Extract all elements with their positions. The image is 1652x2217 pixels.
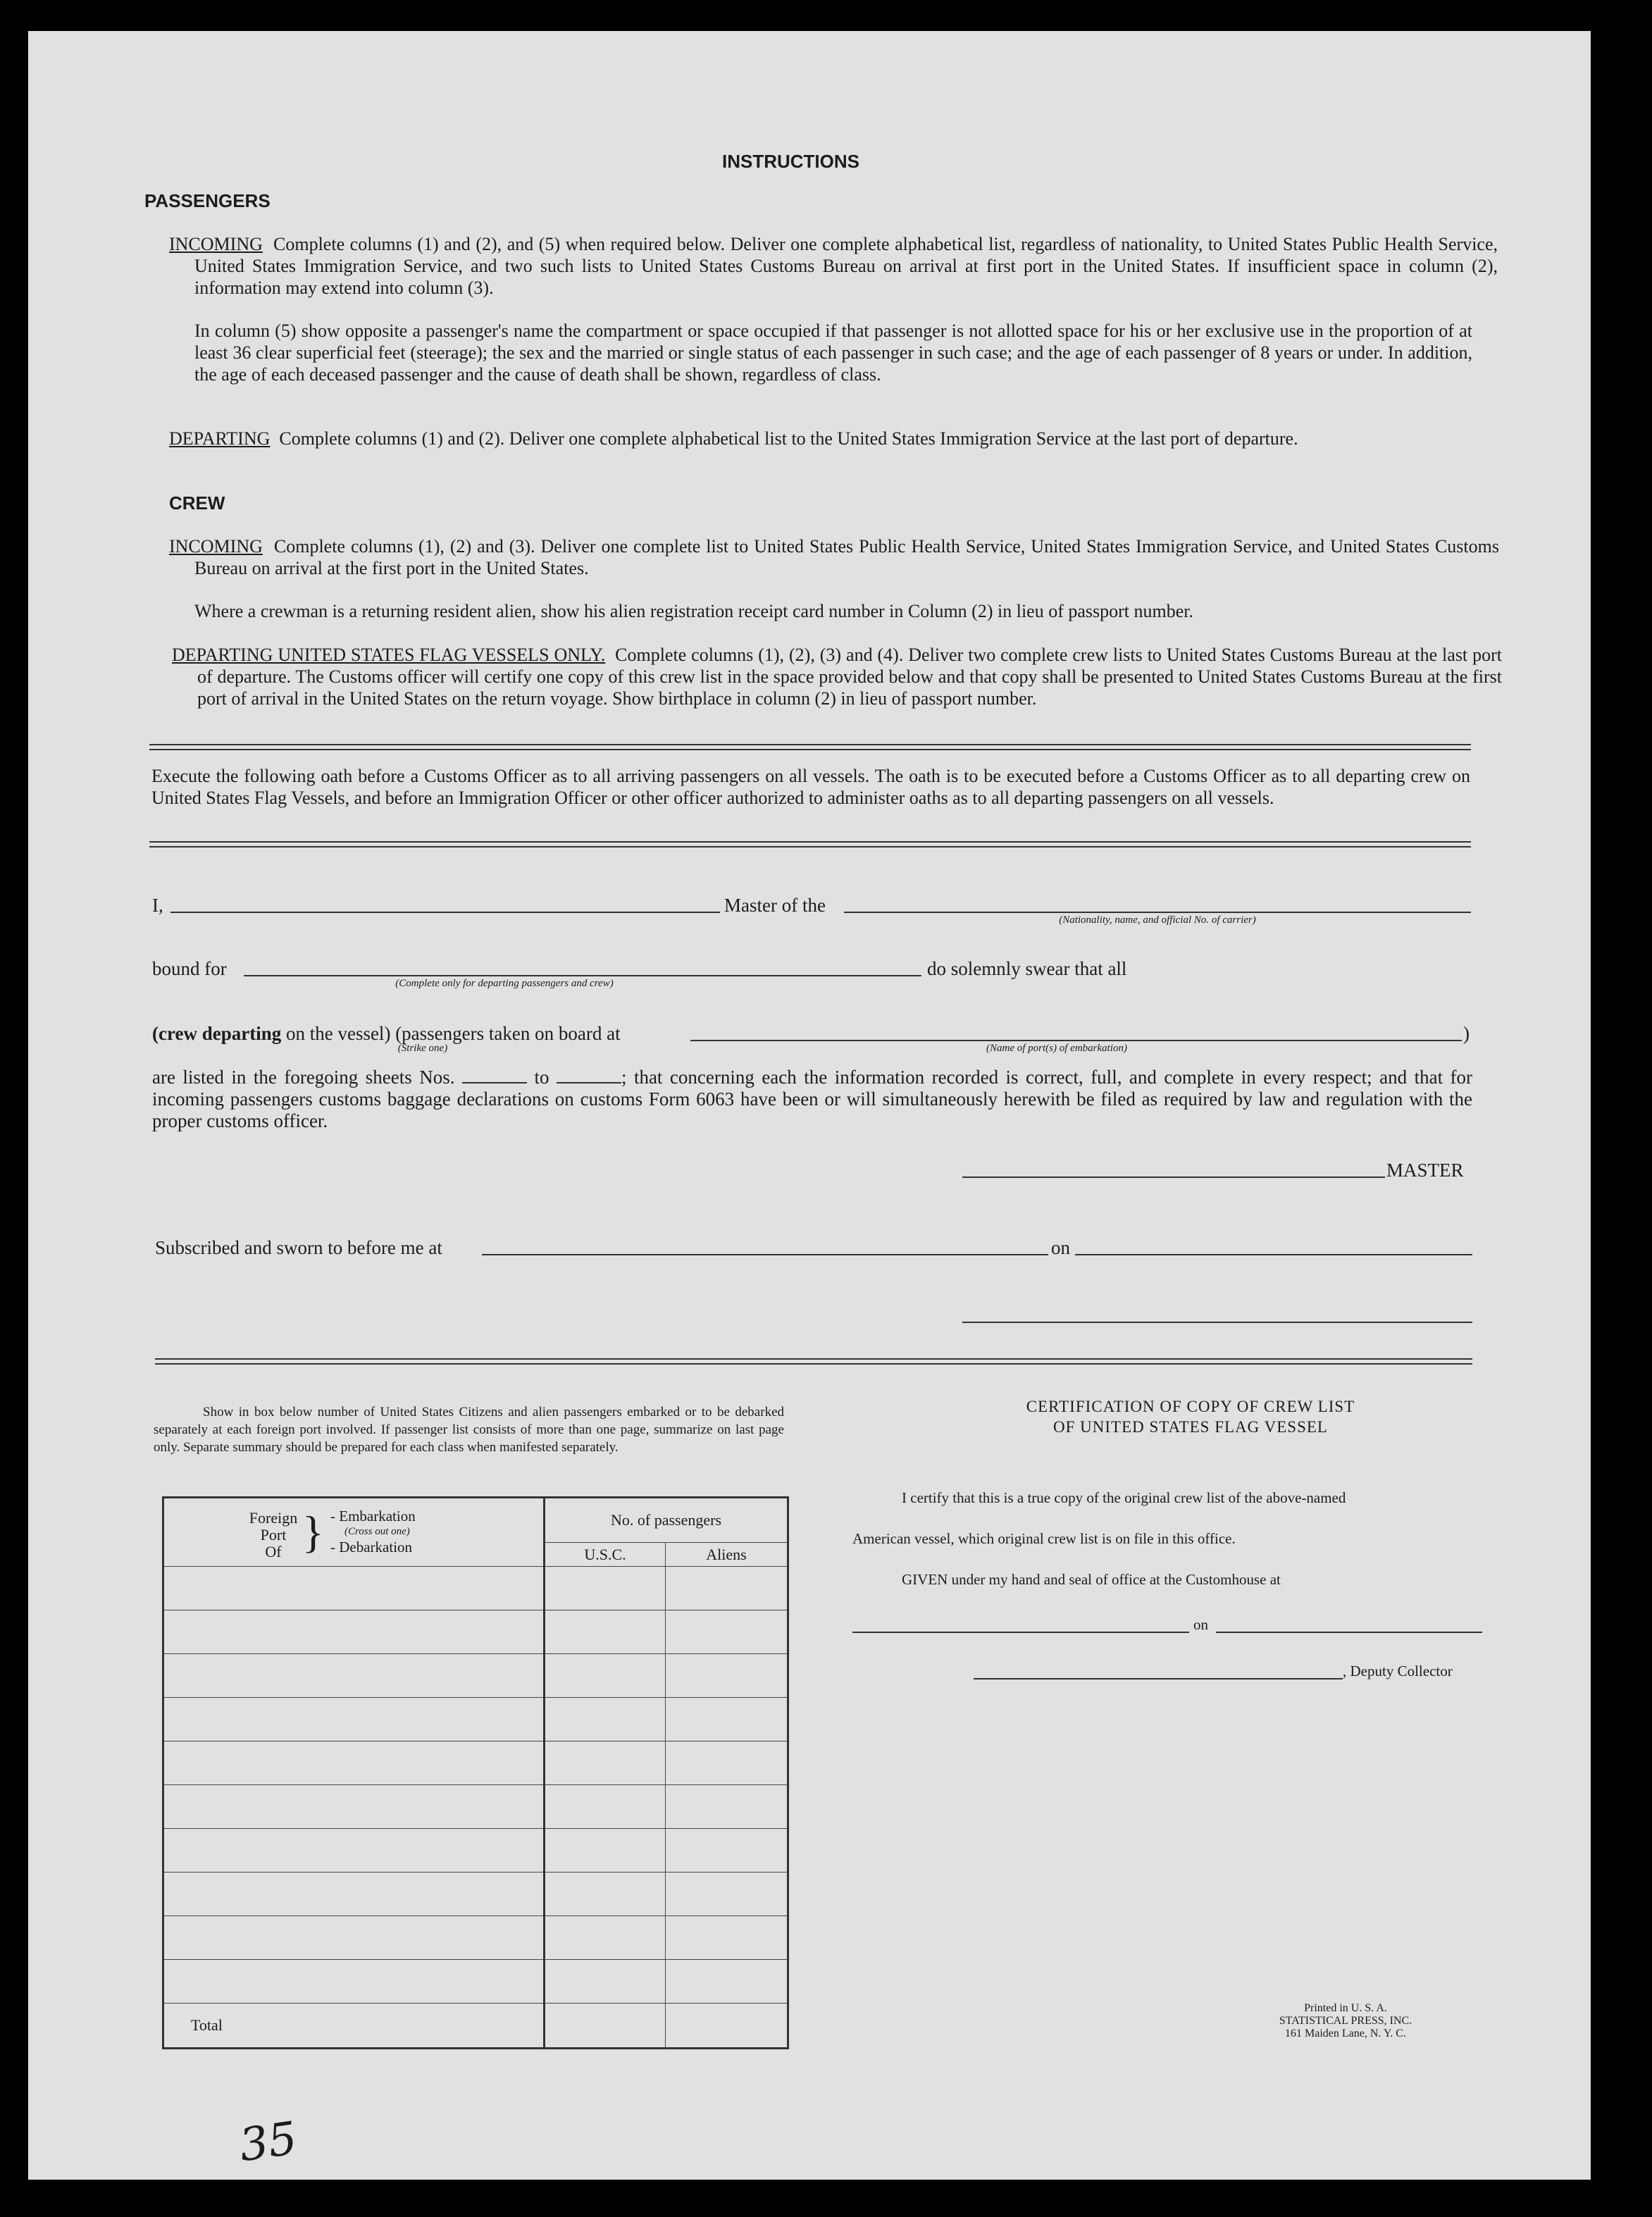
column5-paragraph: In column (5) show opposite a passenger's name the compartment or space occupied if that passenger is not allotted space for his or her exclusive use in the proportion of at least 36 clear superficial feet (steerage); the sex and the married or single status of each passenger in such case; and the age of each passenger of 8 years or under. In addition, the age of each deceased passenger and the cause of death shall be shown, regardless of class. [194, 321, 1472, 385]
bound-for-label: bound for [152, 958, 227, 979]
crew-heading: CREW [169, 492, 225, 514]
crew-returning-paragraph: Where a crewman is a returning resident alien, show his alien registration receipt card number in Column (2) in lieu of passport number. [194, 601, 1194, 621]
instructions-title: INSTRUCTIONS [722, 151, 859, 172]
deputy-signature-field[interactable] [974, 1678, 1343, 1679]
port-word: Port [260, 1526, 287, 1544]
crew-departing-option[interactable]: (crew departing [152, 1023, 282, 1044]
aliens-cell[interactable] [666, 1567, 788, 1610]
crew-incoming-paragraph [169, 535, 1499, 579]
strike-one-caption: (Strike one) [397, 1043, 448, 1054]
usc-cell[interactable] [545, 1916, 666, 1960]
certify-line2: American vessel, which original crew list is on file in this office. [852, 1530, 1236, 1547]
usc-cell[interactable] [545, 1829, 666, 1873]
crew-incoming-text: Complete columns (1), (2) and (3). Deliver one complete list to United States Public Health Service, United States Immigration Service, and United States Customs Bureau on arrival at the first port in the United States. [194, 536, 1499, 578]
of-word: Of [265, 1543, 282, 1560]
port-cell[interactable] [163, 1785, 545, 1829]
aliens-cell[interactable] [666, 1654, 788, 1698]
usc-column-header: U.S.C. [545, 1543, 666, 1567]
port-cell[interactable] [163, 1829, 545, 1873]
port-cell[interactable] [163, 1698, 545, 1741]
port-cell[interactable] [163, 1873, 545, 1916]
master-sign-label: MASTER [1386, 1160, 1464, 1181]
cert-on-label: on [1193, 1616, 1208, 1633]
oath-statement [152, 1067, 1472, 1132]
cross-out-caption: (Cross out one) [344, 1526, 410, 1537]
embarkation-option[interactable]: - Embarkation [330, 1508, 416, 1524]
crew-incoming-label: INCOMING [169, 536, 263, 557]
customhouse-field[interactable] [852, 1632, 1189, 1633]
passengers-heading: PASSENGERS [144, 190, 271, 211]
usc-cell[interactable] [545, 1873, 666, 1916]
usc-cell[interactable] [545, 1741, 666, 1785]
foreign-port-of-label [242, 1510, 305, 1560]
aliens-cell[interactable] [666, 1610, 788, 1654]
certification-title-line1: CERTIFICATION OF COPY OF CREW LIST [1026, 1398, 1355, 1415]
total-label: Total [163, 2004, 545, 2049]
foreign-word: Foreign [249, 1509, 298, 1527]
swear-label: do solemnly swear that all [927, 958, 1127, 979]
master-signature-field[interactable] [962, 1176, 1385, 1178]
printer-line1: Printed in U. S. A. [1304, 2002, 1387, 2014]
divider-rule [149, 744, 1471, 750]
master-of-label: Master of the [724, 895, 826, 916]
officer-signature-field[interactable] [962, 1322, 1472, 1323]
master-name-field[interactable] [170, 912, 720, 913]
port-caption: (Name of port(s) of embarkation) [986, 1043, 1127, 1054]
passengers-departing-text: Complete columns (1) and (2). Deliver one complete alphabetical list to the United States Immigration Service at the last port of departure. [279, 428, 1298, 449]
sheet-from-field[interactable] [462, 1082, 527, 1083]
aliens-cell[interactable] [666, 1873, 788, 1916]
crew-departing-paragraph [172, 644, 1502, 709]
certification-title [874, 1396, 1508, 1437]
given-line: GIVEN under my hand and seal of office at the Customhouse at [902, 1571, 1281, 1588]
oath-i-label: I, [152, 895, 163, 916]
passenger-summary-table [162, 1496, 789, 2049]
crew-departing-label: DEPARTING UNITED STATES FLAG VESSELS ONLY. [172, 645, 606, 665]
passengers-taken-option[interactable]: (passengers taken on board at [395, 1023, 621, 1044]
brace-icon: } [302, 1507, 324, 1557]
crew-passenger-choice [152, 1023, 621, 1045]
bound-for-caption: (Complete only for departing passengers and crew) [395, 978, 614, 989]
passengers-incoming-label: INCOMING [169, 234, 263, 254]
passengers-departing-paragraph [169, 428, 1498, 449]
passengers-departing-label: DEPARTING [169, 428, 271, 449]
listed-prefix: are listed in the foregoing sheets Nos. [152, 1067, 455, 1088]
usc-cell[interactable] [545, 1960, 666, 2004]
carrier-field[interactable] [844, 912, 1471, 913]
sworn-date-field[interactable] [1075, 1254, 1472, 1255]
port-cell[interactable] [163, 1610, 545, 1654]
sheet-to-field[interactable] [557, 1082, 621, 1083]
divider-rule [149, 841, 1471, 847]
port-cell[interactable] [163, 1916, 545, 1960]
deputy-label: , Deputy Collector [1343, 1663, 1453, 1679]
port-of-embarkation-field[interactable] [690, 1040, 1462, 1041]
usc-cell[interactable] [545, 1785, 666, 1829]
aliens-cell[interactable] [666, 1741, 788, 1785]
oath-instruction: Execute the following oath before a Customs Officer as to all arriving passengers on all vessels. The oath is to be executed before a Customs Officer as to all departing crew on United States Flag Vessels, and before an Immigration Officer or other officer authorized to administer oaths as to all departing passengers on all vessels. [151, 766, 1470, 808]
on-vessel-text: on the vessel) [285, 1023, 391, 1044]
summary-instruction: Show in box below number of United States Citizens and alien passengers embarked or to be debarked separately at each foreign port involved. If passenger list consists of more than one page, summarize on last page only. Separate summary should be prepared for each class when manifested separately. [154, 1405, 784, 1455]
to-word: to [534, 1067, 549, 1088]
certify-line1: I certify that this is a true copy of the original crew list of the above-named [902, 1489, 1346, 1506]
port-cell[interactable] [163, 1567, 545, 1610]
usc-cell[interactable] [545, 1610, 666, 1654]
bound-for-field[interactable] [244, 975, 921, 976]
aliens-column-header: Aliens [666, 1543, 788, 1567]
aliens-cell[interactable] [666, 1829, 788, 1873]
close-paren: ) [1463, 1023, 1470, 1044]
no-of-passengers-header: No. of passengers [545, 1498, 788, 1543]
usc-cell[interactable] [545, 1567, 666, 1610]
aliens-cell[interactable] [666, 1785, 788, 1829]
printer-line3: 161 Maiden Lane, N. Y. C. [1285, 2027, 1406, 2039]
embark-debark-options [330, 1508, 416, 1555]
total-aliens-cell[interactable] [666, 2004, 788, 2049]
printer-imprint [1254, 2002, 1437, 2040]
carrier-caption: (Nationality, name, and official No. of carrier) [1059, 914, 1256, 926]
usc-cell[interactable] [545, 1654, 666, 1698]
port-cell[interactable] [163, 1654, 545, 1698]
handwritten-page-number: 35 [236, 2112, 301, 2173]
divider-rule [155, 1358, 1472, 1365]
total-usc-cell[interactable] [545, 2004, 666, 2049]
port-cell[interactable] [163, 1741, 545, 1785]
sworn-on-label: on [1051, 1237, 1070, 1258]
crew-departing-text: Complete columns (1), (2), (3) and (4). Deliver two complete crew lists to United States Customs Bureau at the last port of departure. The Customs officer will certify one copy of this crew list in the space provided below and that copy shall be presented to United States Customs Bureau at the first port of arrival in the United States on the return voyage. Show birthplace in column (2) in lieu of passport number. [197, 645, 1502, 709]
sworn-place-field[interactable] [482, 1254, 1048, 1255]
aliens-cell[interactable] [666, 1698, 788, 1741]
form-page [28, 31, 1591, 2180]
passengers-incoming-paragraph [169, 233, 1498, 299]
aliens-cell[interactable] [666, 1916, 788, 1960]
passengers-incoming-text: Complete columns (1) and (2), and (5) when required below. Deliver one complete alphabetical list, regardless of nationality, to United States Public Health Service, United States Immigration Service, and two such lists to United States Customs Bureau on arrival at first port in the United States. If insufficient space in column (2), information may extend into column (3). [194, 234, 1498, 298]
cert-date-field[interactable] [1216, 1632, 1482, 1633]
port-header-cell [163, 1498, 545, 1567]
debarkation-option[interactable]: - Debarkation [330, 1539, 413, 1555]
printer-line2: STATISTICAL PRESS, INC. [1279, 2015, 1412, 2027]
subscribed-label: Subscribed and sworn to before me at [155, 1237, 442, 1258]
listed-suffix: ; that concerning each the information recorded is correct, full, and complete in every respect; and that for incoming passengers customs baggage declarations on customs Form 6063 have been or will simultaneously herewith be filed as required by law and regulation with the proper customs officer. [152, 1067, 1473, 1131]
aliens-cell[interactable] [666, 1960, 788, 2004]
usc-cell[interactable] [545, 1698, 666, 1741]
port-cell[interactable] [163, 1960, 545, 2004]
certification-title-line2: OF UNITED STATES FLAG VESSEL [1053, 1418, 1328, 1436]
